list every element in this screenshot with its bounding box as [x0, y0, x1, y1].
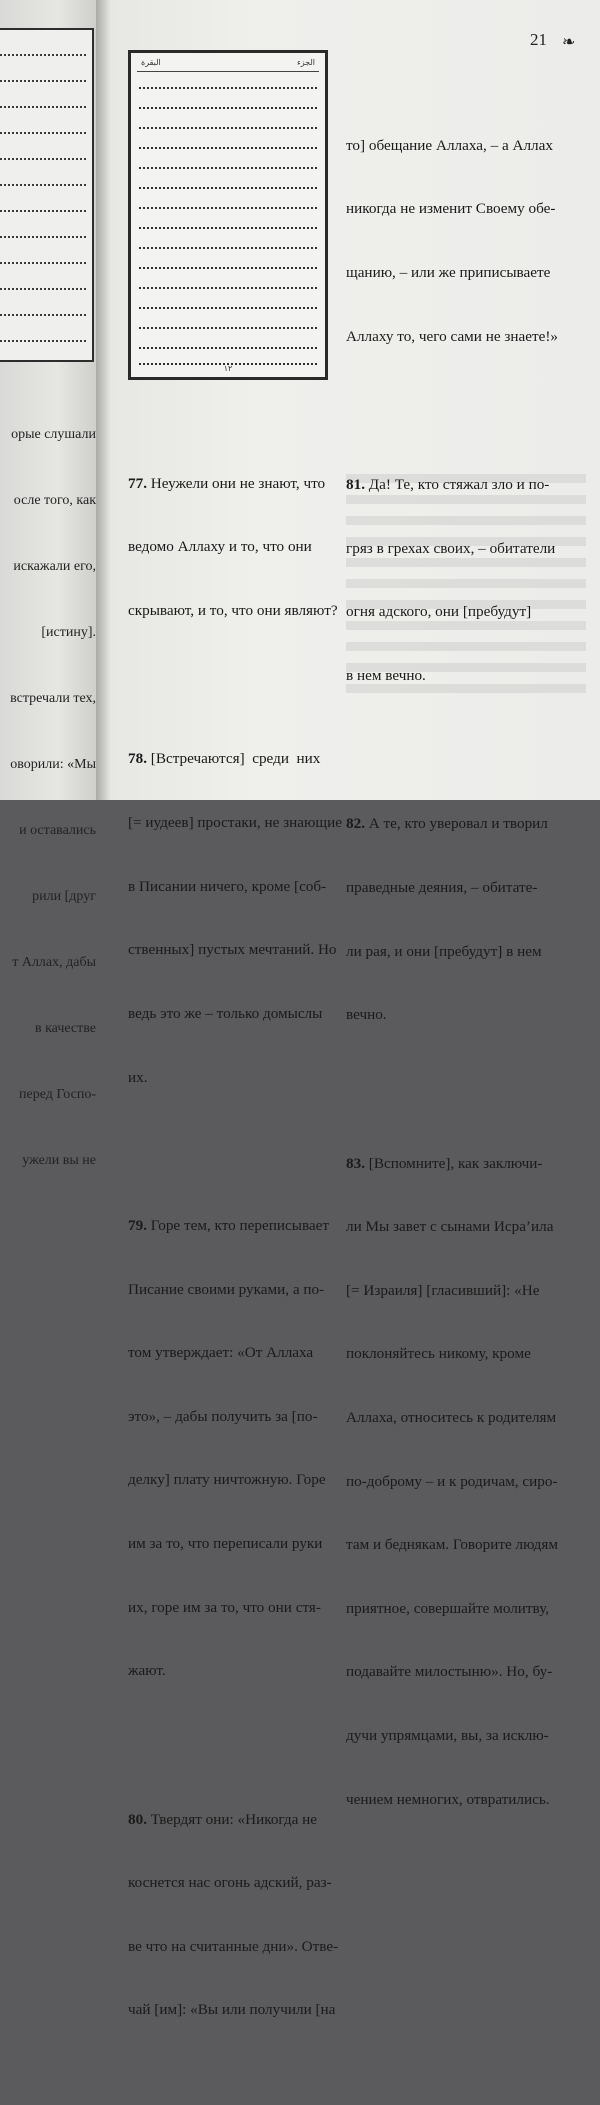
text-line: Писание своими руками, а по- [128, 1280, 325, 1298]
left-arabic-frame [0, 28, 94, 362]
left-page [0, 0, 96, 1168]
arabic-header-left: البقرة [141, 58, 161, 67]
verse-78 [128, 706, 350, 1130]
text-line: чением немногих, отвратились. [346, 1790, 550, 1808]
text-line: ведомо Аллаху и то, что они [128, 538, 312, 556]
bleed-through-text [346, 462, 586, 712]
fragment-line: рили [друг [32, 889, 96, 904]
text-line: щанию, – или же приписываете [346, 264, 551, 282]
verse-number: 79. [128, 1216, 147, 1234]
verse-number: 77. [128, 474, 147, 492]
text-line: вечно. [346, 1006, 387, 1024]
verse-77 [128, 430, 350, 663]
verse-82 [346, 771, 596, 1068]
verse-number: 82. [346, 815, 365, 833]
text-line: ли рая, и они [пребудут] в нем [346, 942, 542, 960]
text-line: 81. Да! Те, кто стяжал зло и по- [346, 476, 550, 494]
text-line: том утверждает: «От Аллаха [128, 1344, 314, 1362]
text-line: их. [128, 1068, 148, 1086]
fragment-line: искажали его, [13, 559, 96, 574]
text-line: 79. Горе тем, кто переписывает [128, 1216, 330, 1234]
text-line: праведные деяния, – обитате- [346, 878, 538, 896]
text-line: чай [им]: «Вы или получили [на [128, 2001, 336, 2019]
text-line: там и беднякам. Говорите людям [346, 1536, 558, 1554]
text-line: ли Мы завет с сынами Исра’ила [346, 1218, 554, 1236]
text-line: делку] плату ничтожную. Горе [128, 1471, 326, 1489]
text-line: в Писании ничего, кроме [соб- [128, 877, 327, 895]
fragment-line: т Аллах, дабы [12, 955, 96, 970]
text-line: это», – дабы получить за [по- [128, 1407, 318, 1425]
text-line: им за то, что переписали руки [128, 1534, 323, 1552]
text-line: ве что на считанные дни». Отве- [128, 1937, 339, 1955]
text-line: приятное, совершайте молитву, [346, 1599, 550, 1617]
arabic-frame-header [137, 59, 319, 72]
fragment-line: перед Госпо- [19, 1087, 96, 1102]
translation-column-right [346, 50, 596, 1895]
translation-column-left [128, 388, 350, 2105]
text-line: дучи упрямцами, вы, за исклю- [346, 1727, 549, 1745]
verse-number: 80. [128, 1810, 147, 1828]
fragment-line: [истину]. [41, 625, 96, 640]
text-line: [= Израиля] [гласивший]: «Не [346, 1281, 540, 1299]
text-line: в нем вечно. [346, 666, 426, 684]
text-line: жают. [128, 1662, 166, 1680]
fragment-line: оворили: «Мы [10, 757, 96, 772]
text-line: гряз в грехах своих, – обитатели [346, 539, 556, 557]
page-number: 21 [530, 30, 547, 49]
text-line: подавайте милостыню». Но, бу- [346, 1663, 553, 1681]
text-line: поклоняйтесь никому, кроме [346, 1345, 531, 1363]
text-line: 80. Твердят они: «Никогда не [128, 1810, 318, 1828]
text-line: [= иудеев] простаки, не знающие [128, 814, 342, 832]
right-page [110, 0, 600, 2019]
text-line: Аллаху то, чего сами не знаете!» [346, 327, 559, 345]
book-gutter [96, 0, 110, 800]
arabic-text-frame [128, 50, 328, 380]
fragment-line: ужели вы не [22, 1153, 96, 1168]
fragment-line: и оставались [19, 823, 96, 838]
text-line: ственных] пустых мечтаний. Но [128, 941, 337, 959]
text-line: 82. А те, кто уверовал и творил [346, 815, 548, 833]
fragment-line: встречали тех, [10, 691, 96, 706]
verse-80-continuation [346, 92, 596, 389]
crescent-ornament-icon: ❧ [562, 34, 576, 51]
text-line: 78. [Встречаются] среди них [128, 750, 321, 768]
text-line: 83. [Вспомните], как заключи- [346, 1154, 543, 1172]
text-line: их, горе им за то, что они стя- [128, 1598, 321, 1616]
text-line: коснется нас огонь адский, раз- [128, 1874, 332, 1892]
text-line: Аллаха, относитесь к родителям [346, 1409, 557, 1426]
arabic-page-marker: ١٢ [223, 364, 233, 373]
fragment-line: осле того, как [13, 493, 96, 508]
fragment-line: орые слушали [11, 427, 96, 442]
verse-80 [128, 1766, 350, 2063]
fragment-line: в качестве [34, 1021, 96, 1036]
left-page-fragments [0, 380, 96, 1216]
text-line: никогда не изменит Своему обе- [346, 200, 556, 218]
text-line: огня адского, они [пребудут] [346, 603, 532, 621]
verse-79 [128, 1173, 350, 1724]
text-line: то] обещание Аллаха, – а Аллах [346, 136, 553, 154]
verse-number: 83. [346, 1154, 365, 1172]
text-line: ведь это же – только домыслы [128, 1004, 323, 1022]
text-line: 77. Неужели они не знают, что [128, 474, 326, 492]
verse-83 [346, 1110, 596, 1852]
text-line: скрывают, и то, что они являют? [128, 602, 338, 620]
text-line: по-доброму – и к родичам, сиро- [346, 1472, 558, 1490]
arabic-header-right: الجزء [297, 58, 315, 67]
verse-number: 78. [128, 750, 147, 768]
verse-number: 81. [346, 476, 365, 494]
